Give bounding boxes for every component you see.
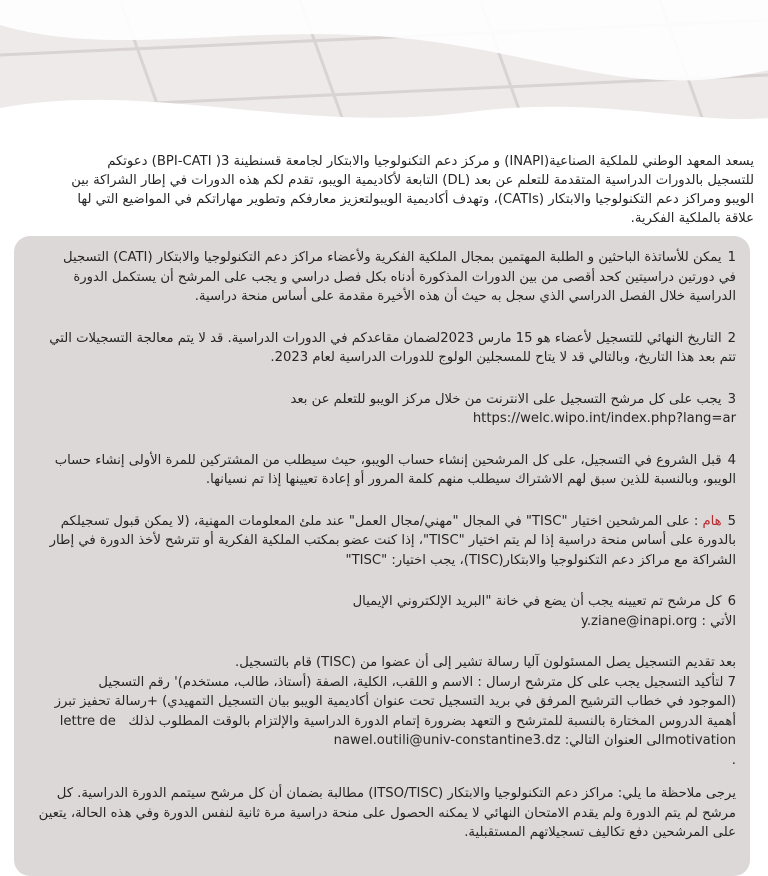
intro-line: يسعد المعهد الوطني للملكية الصناعية(INAPI) و مركز دعم التكنولوجيا والابتكار لجامعة قسنطينة 3( BPI-CATI) دعوتكم: [107, 154, 754, 169]
instructions-panel: [14, 236, 750, 876]
note-text: مرشح لم يتم الدورة ولم يقدم الامتحان النهائي لا يمكنه الحصول على منحة دراسية مرة ثانية لنفس الدورة وفي هذه الحالة، يتعين: [38, 805, 736, 821]
instruction-2: [28, 329, 736, 368]
item-text: الى العنوان التالي:: [564, 733, 666, 748]
item-text: كل مرشح تم تعيينه يجب أن يضع في خانة "البريد الإلكتروني الإيميال: [352, 594, 722, 609]
decorative-banner: [0, 0, 768, 140]
confirmation-section: [28, 653, 736, 770]
item-text: : على المرشحين اختيار "TISC" في المجال "مهني/مجال العمل" عند ملئ المعلومات المهنية، (لا يمكن قبول تسجيلكم: [60, 513, 699, 529]
motivation-email[interactable]: nawel.outili@univ-constantine3.dz: [333, 733, 561, 748]
instruction-5: [28, 512, 736, 571]
item-number: 5: [727, 513, 736, 529]
item-text: motivation: [665, 733, 736, 748]
item-text: يمكن للأساتذة الباحثين و الطلبة المهتمين بمجال الملكية الفكرية ولأعضاء مراكز دعم التكنولوجيا والابتكار (CATI) التسجيل: [63, 250, 722, 265]
item-text: الأتي :: [701, 613, 736, 629]
item-text: يجب على كل مرشح التسجيل على الانترنت من خلال مركز الويبو للتعلم عن بعد: [290, 391, 722, 407]
contact-email[interactable]: y.ziane@inapi.org: [580, 613, 698, 629]
item-text: lettre de: [59, 713, 116, 729]
instruction-1: [28, 248, 736, 307]
item-text: تتم بعد هذا التاريخ، وبالتالي قد لا يتاح للمسجلين الولوج للدورات الدراسية لعام 2023.: [270, 350, 736, 365]
note-text: على المرشحين دفع تكاليف تسجيلاتهم المستقبلية.: [464, 825, 736, 840]
registration-link[interactable]: https://welc.wipo.int/index.php?lang=ar: [472, 411, 736, 426]
item-text: أهمية الدروس المختارة بالنسبة للمترشح و التعهد بضرورة إتمام الدورة الدراسية والإلتزام بالوقت المطلوب لذلك: [128, 713, 736, 729]
item-text: قبل الشروع في التسجيل، على كل المرشحين إنشاء حساب الويبو، حيث سيطلب من المشتركين للمرة الأولى إنشاء حساب: [54, 452, 722, 468]
item-number: 1: [727, 250, 736, 265]
decorative-wave-tiles-icon: [0, 0, 768, 140]
item-text: .: [731, 752, 736, 768]
intro-line: علاقة بالملكية الفكرية.: [630, 211, 754, 226]
important-label: هام: [702, 513, 722, 529]
instruction-3: [28, 390, 736, 429]
item-text: الدراسية خلال الفصل الدراسي الذي سجل به حيث أن هذه الأخيرة مقدمة على أساس منحة دراسية.: [194, 289, 736, 304]
item-text: بعد تقديم التسجيل يصل المسئولون آليا رسالة تشير إلى أن عضوا من (TISC) قام بالتسجيل.: [235, 655, 736, 670]
item-number: 3: [727, 391, 736, 407]
intro-line: للتسجيل بالدورات الدراسية المتقدمة للتعلم عن بعد (DL) التابعة لأكاديمية الويبو، تقدم لكم هذه الدورات في إطار الشراكة بين: [71, 173, 754, 188]
item-text: الويبو، وبالنسبة للذين سبق لهم الاشتراك سيطلب منهم كلمة المرور أو إعادة تعيينها إذا تم نسيانها.: [205, 472, 736, 487]
item-number: 4: [727, 452, 736, 468]
note-section: [28, 784, 736, 843]
item-text: التاريخ النهائي للتسجيل لأعضاء هو 15 مارس 2023لضمان مقاعدكم في الدورات الدراسية. قد لا يتم معالجة التسجيلات التي: [49, 330, 722, 346]
item-number: 6: [727, 594, 736, 609]
item-text: 7 لتأكيد التسجيل يجب على كل مترشح ارسال : الاسم و اللقب، الكلية، الصفة (أستاذ، طالب، مستخدم)' رقم التسجيل: [98, 674, 736, 690]
instruction-4: [28, 451, 736, 490]
item-number: 2: [727, 330, 736, 346]
item-text: الشراكة مع مراكز دعم التكنولوجيا والابتكار(TISC)، يجب اختيار: "TISC": [345, 552, 736, 568]
instruction-6: [28, 592, 736, 631]
item-text: (الموجود في خطاب الترشيح المرفق في بريد التسجيل تحت عنوان أكاديمية الويبو بيان التسجيل التمهيدي) +رسالة تحفيز تبرز: [54, 694, 736, 709]
note-text: يرجى ملاحظة ما يلي: مراكز دعم التكنولوجيا والابتكار (ITSO/TISC) مطالبة بضمان أن كل مرشح سيتمم الدورة الدراسية. كل: [56, 786, 736, 801]
intro-line: الويبو ومراكز دعم التكنولوجيا والابتكار (CATIs)، وتهدف أكاديمية الويبولتعزيز معارفكم وتطوير مهاراتكم في المواضيع التي لها: [77, 192, 754, 207]
item-text: بالدورة على أساس منحة دراسية إذا لم يتم اختيار "TISC"، إذا كنت عضو بمكتب الملكية الفكرية أو تترشح لأخذ الدورة في إطار: [49, 533, 736, 548]
item-text: في دورتين دراسيتين كحد أقصى من بين الدورات المذكورة أدناه بكل فصل دراسي و يجب على المرشح أن يستكمل الدورة: [73, 269, 736, 285]
intro-paragraph: [14, 152, 754, 228]
